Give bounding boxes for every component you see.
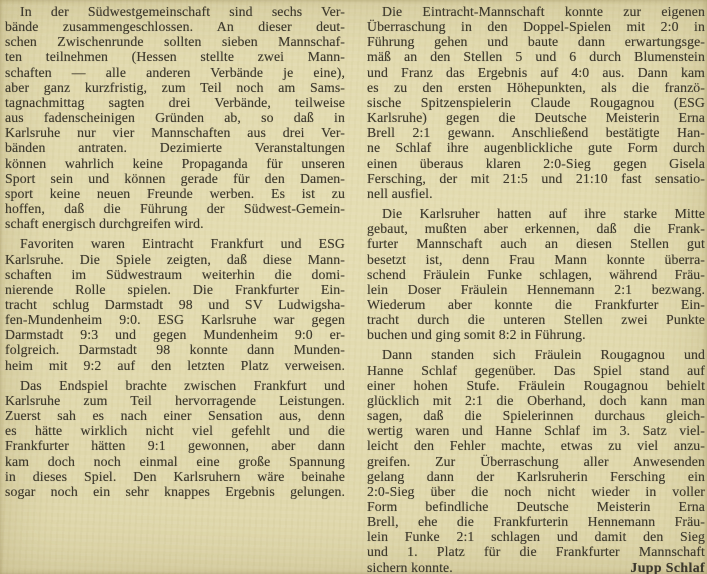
text-line: es zu den ersten Höhepunkten, als die franzö- bbox=[367, 79, 705, 95]
text-line: ne Schlaf ihre augenblickliche gute Form durch bbox=[367, 140, 705, 156]
text-line: sogar noch ein sehr knappes Ergebnis gelungen. bbox=[5, 483, 345, 499]
text-line: können wahrlich keine Propaganda für unseren bbox=[5, 155, 345, 171]
text-line: Brell, ehe die Frankfurterin Hennemann Fräu- bbox=[367, 514, 705, 530]
paragraph bbox=[5, 378, 345, 499]
paragraph bbox=[367, 4, 705, 201]
text-line: und Franz das Ergebnis auf 4:0 aus. Dann kam bbox=[367, 64, 705, 80]
text-line: schend Fräulein Funke schlagen, während Fräu- bbox=[367, 266, 705, 282]
text-line: tagnachmittag sagten drei Verbände, teilweise bbox=[5, 94, 345, 110]
text-line: buchen und ging somit 8:2 in Führung. bbox=[367, 327, 586, 343]
text-line: Favoriten waren Eintracht Frankfurt und ESG bbox=[20, 236, 345, 252]
text-line: tracht schlug Darmstadt 98 und SV Ludwigsha- bbox=[5, 296, 345, 312]
text-line: mäß an den Stellen 5 und 6 durch Blumenstein bbox=[367, 49, 705, 65]
text-line: Zuerst sah es nach einer Sensation aus, denn bbox=[5, 408, 345, 424]
text-line: nell ausfiel. bbox=[367, 185, 433, 201]
text-line: Hanne Schlaf gegenüber. Das Spiel stand auf bbox=[367, 362, 705, 378]
paragraph-group bbox=[367, 4, 705, 560]
text-line: Fersching, der mit 21:5 und 21:10 fast sensatio- bbox=[367, 170, 705, 186]
text-line: besetzt ist, denn Frau Mann konnte überra- bbox=[367, 251, 705, 267]
text-line: Form befindliche Deutsche Meisterin Erna bbox=[367, 499, 705, 514]
text-line: schaften im Südwestraum weiterhin die domi- bbox=[5, 266, 345, 282]
text-line: Karlsruhe zum Teil hervorragende Leistungen. bbox=[5, 392, 345, 408]
text-line: Führung gehen und baute dann erwartungsge- bbox=[367, 34, 705, 50]
text-line: Karlsruhe. Die Spiele zeigten, daß diese Mann- bbox=[5, 251, 345, 267]
article-column-left bbox=[5, 4, 345, 574]
text-line: aus fadenscheinigen Gründen ab, so daß in bbox=[5, 110, 345, 126]
text-line: glücklich mit 2:1 die Oberhand, doch kann man bbox=[367, 392, 705, 408]
text-line: einer hohen Stufe. Fräulein Rougagnou behielt bbox=[367, 377, 705, 393]
text-line: Dann standen sich Fräulein Rougagnou und bbox=[382, 347, 705, 363]
text-line: leicht den Fehler machte, etwas zu viel anzu- bbox=[367, 438, 705, 454]
article-column-right bbox=[367, 4, 705, 574]
closing-text: sichern konnte. bbox=[367, 559, 453, 574]
text-line: greifen. Zur Überraschung aller Anwesenden bbox=[367, 453, 705, 469]
text-line: nierende Rolle spielen. Die Frankfurter Ein- bbox=[5, 281, 345, 297]
text-line: wertig waren und Hanne Schlaf im 3. Satz viel- bbox=[367, 423, 705, 439]
text-line: aber ganz kurzfristig, zum Teil noch am Sams- bbox=[5, 79, 345, 95]
text-line: schaften — alle anderen Verbände je eine), bbox=[5, 64, 345, 80]
text-line: in dieses Spiel. Den Karlsruhern wäre beinahe bbox=[5, 468, 345, 484]
text-line: hoffen, daß die Führung der Südwest-Gemein- bbox=[5, 201, 345, 217]
text-line: einen überaus klaren 2:0-Sieg gegen Gisela bbox=[367, 155, 705, 171]
text-line: bänden antraten. Dezimierte Veranstaltungen bbox=[5, 140, 345, 156]
text-line: Die Eintracht-Mannschaft konnte zur eigenen bbox=[382, 4, 705, 19]
text-line: schaft energisch durchgreifen wird. bbox=[5, 216, 204, 232]
text-line: sagen, daß die Spielerinnen durchaus gleich- bbox=[367, 408, 705, 424]
text-line: Wiederum aber konnte die Frankfurter Ein- bbox=[367, 296, 705, 312]
text-line: Brell 2:1 gewann. Anschließend bestätigte Han- bbox=[367, 125, 705, 141]
text-line: folgreich. Darmstadt 98 konnte dann Munden- bbox=[5, 342, 345, 358]
text-line: furter Mannschaft auch an diesen Stellen gut bbox=[367, 236, 705, 252]
text-line: kam doch noch einmal eine große Spannung bbox=[5, 453, 345, 469]
text-line: Überraschung in den Doppel-Spielen mit 2:0 in bbox=[367, 19, 705, 35]
paragraph bbox=[5, 4, 345, 231]
text-line: Die Karlsruher hatten auf ihre starke Mitte bbox=[382, 206, 705, 222]
text-line: Das Endspiel brachte zwischen Frankfurt und bbox=[20, 377, 345, 393]
paragraph bbox=[367, 347, 705, 559]
text-line: Darmstadt 9:3 und gegen Mundenheim 9:0 er- bbox=[5, 327, 345, 343]
text-line: lein Funke 2:1 schlagen und damit den Sieg bbox=[367, 529, 705, 545]
signature-line bbox=[367, 560, 705, 574]
text-line: gebaut, mußten aber erkennen, daß die Frank- bbox=[367, 221, 705, 237]
text-line: Karlsruhe nur vier Mannschaften aus drei Ver- bbox=[5, 125, 345, 141]
text-line: bände zusammengeschlossen. An dieser deut- bbox=[5, 19, 345, 35]
text-line: gelang dann der Karlsruherin Fersching ein bbox=[367, 468, 705, 484]
paragraph bbox=[5, 236, 345, 372]
author-byline: Jupp Schlaf bbox=[630, 559, 705, 574]
text-line: fen-Mundenheim 9:0. ESG Karlsruhe war gegen bbox=[5, 312, 345, 328]
text-line: sport keine neuen Freunde werben. Es ist zu bbox=[5, 185, 345, 201]
text-line: tracht durch die unteren Stellen zwei Punkte bbox=[367, 312, 705, 328]
text-line: sische Spitzenspielerin Claude Rougagnou (ESG bbox=[367, 94, 705, 110]
text-line: 2:0-Sieg über die noch nicht wieder in voller bbox=[367, 483, 705, 499]
text-line: schen Zwischenrunde sollten sieben Mannschaf- bbox=[5, 34, 345, 50]
paragraph bbox=[367, 206, 705, 342]
text-line: Karlsruhe) gegen die Deutsche Meisterin Erna bbox=[367, 110, 705, 126]
text-line: ten teilnehmen (Hessen stellte zwei Mann- bbox=[5, 49, 345, 65]
text-line: und 1. Platz für die Frankfurter Mannschaft bbox=[367, 544, 705, 560]
text-line: heim mit 9:2 auf den letzten Platz verweisen. bbox=[5, 357, 345, 373]
text-line: Sport sein und können gerade für den Damen- bbox=[5, 170, 345, 186]
text-line: es hätte wirklich nicht viel gefehlt und die bbox=[5, 423, 345, 439]
text-line: Frankfurter hätten 9:1 gewonnen, aber dann bbox=[5, 438, 345, 454]
text-line: In der Südwestgemeinschaft sind sechs Ver- bbox=[20, 4, 345, 19]
text-line: lein Doser Fräulein Hennemann 2:1 bezwang. bbox=[367, 281, 705, 297]
